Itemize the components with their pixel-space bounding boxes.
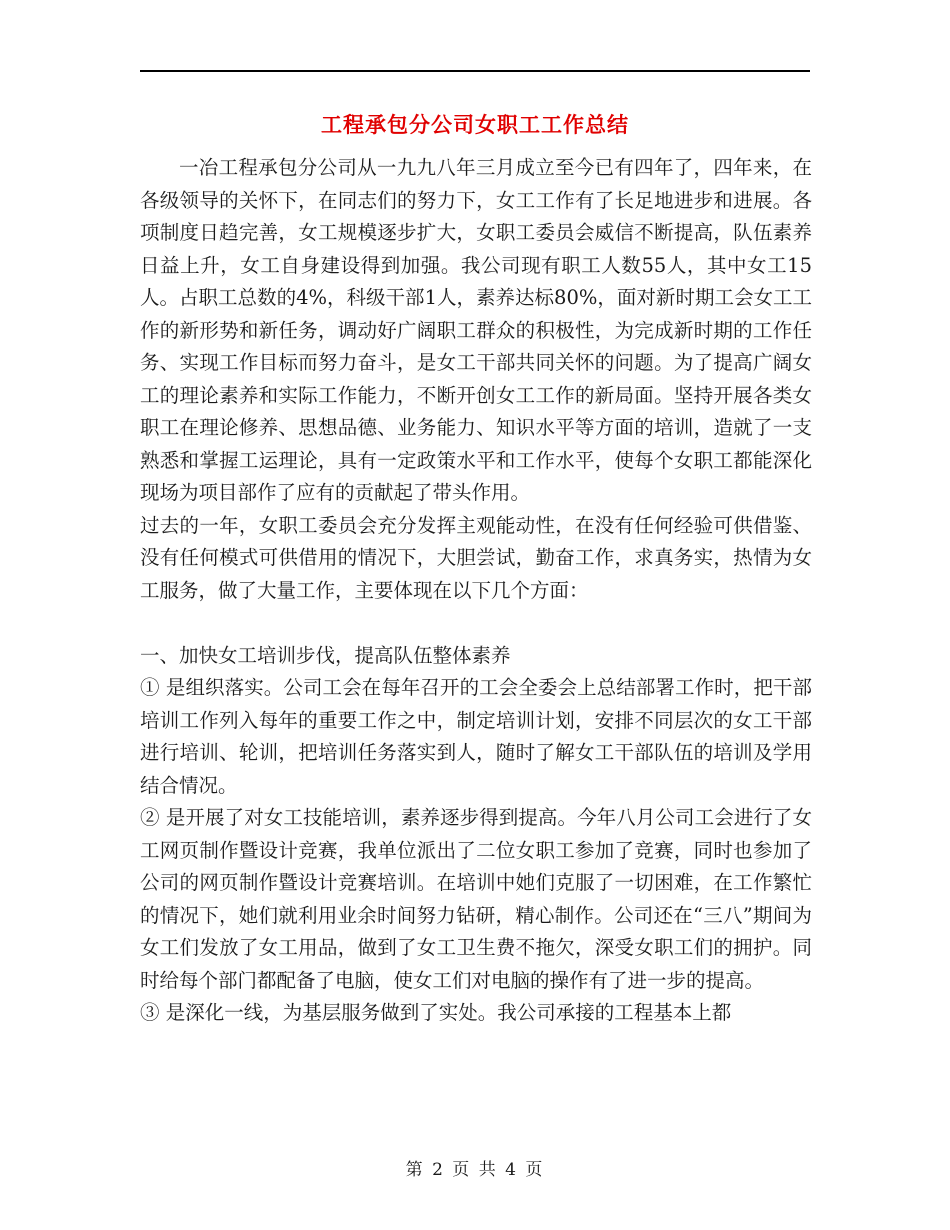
header-rule [140,70,810,72]
paragraph-item-2: ② 是开展了对女工技能培训，素养逐步得到提高。今年八月公司工会进行了女工网页制作暨设计竞赛，我单位派出了二位女职工参加了竞赛，同时也参加了公司的网页制作暨设计竞赛培训。在培训中她们克服了一切困难，在工作繁忙的情况下，她们就利用业余时间努力钻研，精心制作。公司还在“三八”期间为女工们发放了女工用品，做到了女工卫生费不拖欠，深受女职工们的拥护。同时给每个部门都配备了电脑，使女工们对电脑的操作有了进一步的提高。 [140,806,812,992]
paragraph-item-3: ③ 是深化一线，为基层服务做到了实处。我公司承接的工程基本上都 [140,1001,732,1024]
paragraph-intro: 一冶工程承包分公司从一九九八年三月成立至今已有四年了，四年来，在各级领导的关怀下，在同志们的努力下，女工工作有了长足地进步和进展。各项制度日趋完善，女工规模逐步扩大，女职工委员会威信不断提高，队伍素养日益上升，女工自身建设得到加强。我公司现有职工人数55人，其中女工15人。占职工总数的4%，科级干部1人，素养达标80%，面对新时期工会女工工作的新形势和新任务，调动好广阔职工群众的积极性，为完成新时期的工作任务、实现工作目标而努力奋斗，是女工干部共同关怀的问题。为了提高广阔女工的理论素养和实际工作能力，不断开创女工工作的新局面。坚持开展各类女职工在理论修养、思想品德、业务能力、知识水平等方面的培训，造就了一支熟悉和掌握工运理论，具有一定政策水平和工作水平，使每个女职工都能深化现场为项目部作了应有的贡献起了带头作用。 [140,156,812,504]
paragraph-spacer [140,607,812,640]
section-heading-1: 一、加快女工培训步伐，提高队伍整体素养 [140,643,511,667]
document-body [140,152,812,1030]
paragraph-past-year: 过去的一年，女职工委员会充分发挥主观能动性，在没有任何经验可供借鉴、没有任何模式可供借用的情况下，大胆尝试，勤奋工作，求真务实，热情为女工服务，做了大量工作，主要体现在以下几个方面： [140,513,812,602]
document-title: 工程承包分公司女职工工作总结 [321,112,629,137]
paragraph-item-1: ① 是组织落实。公司工会在每年召开的工会全委会上总结部署工作时，把干部培训工作列入每年的重要工作之中，制定培训计划，安排不同层次的女工干部进行培训、轮训，把培训任务落实到人，随时了解女工干部队伍的培训及学用结合情况。 [140,676,812,797]
page-number: 第 2 页 共 4 页 [405,1160,545,1180]
